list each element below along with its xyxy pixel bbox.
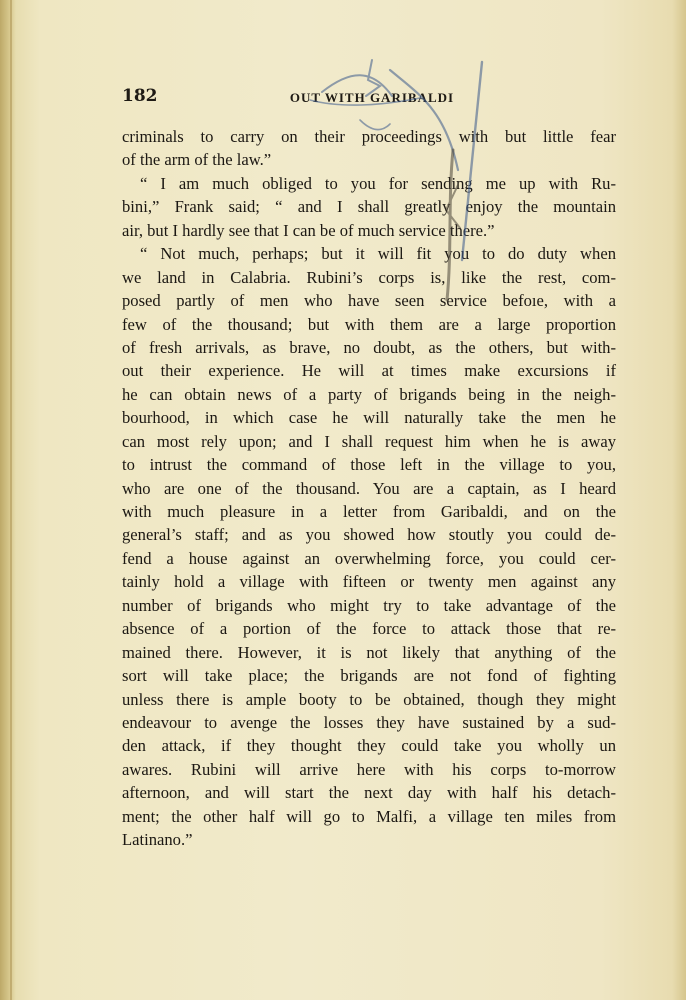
text-line: sort will take place; the brigands are not fond of fighting <box>122 666 616 686</box>
text-line: mained there. However, it is not likely that anything of the <box>122 642 616 662</box>
text-line: who are one of the thousand. You are a captain, as I heard <box>122 478 616 498</box>
text-line: number of brigands who might try to take advantage of the <box>122 595 616 615</box>
text-line: he can obtain news of a party of brigands being in the neigh- <box>122 384 616 404</box>
text-line: Latinano.” <box>122 830 193 850</box>
text-line: afternoon, and will start the next day with half his detach- <box>122 783 616 803</box>
text-line: of fresh arrivals, as brave, no doubt, as the others, but with- <box>122 337 616 357</box>
text-line: unless there is ample booty to be obtained, though they might <box>122 689 616 709</box>
text-line: ment; the other half will go to Malfi, a village ten miles from <box>122 806 616 826</box>
text-line: endeavour to avenge the losses they have sustained by a sud- <box>122 712 616 732</box>
text-line: den attack, if they thought they could take you wholly un <box>122 736 616 756</box>
text-line: “ I am much obliged to you for sending me up with Ru- <box>140 173 616 193</box>
page-number: 182 <box>122 86 158 106</box>
text-line: of the arm of the law.” <box>122 150 272 170</box>
text-line: air, but I hardly see that I can be of much service there.” <box>122 220 495 240</box>
text-line: general’s staff; and as you showed how stoutly you could de- <box>122 525 616 545</box>
text-line: criminals to carry on their proceedings with but little fear <box>122 127 616 146</box>
page-header <box>122 86 618 110</box>
text-line: out their experience. He will at times make excursions if <box>122 361 616 381</box>
text-line: awares. Rubini will arrive here with his corps to-morrow <box>122 759 616 779</box>
text-line: bourhood, in which case he will naturally take the men he <box>122 408 616 428</box>
text-line: absence of a portion of the force to attack those that re- <box>122 619 616 639</box>
text-line: with much pleasure in a letter from Garibaldi, and on the <box>122 502 616 521</box>
text-line: bini,” Frank said; “ and I shall greatly enjoy the mountain <box>122 197 616 217</box>
text-line: can most rely upon; and I shall request him when he is away <box>122 431 616 451</box>
gutter-edge <box>10 0 12 1000</box>
text-line: few of the thousand; but with them are a large proportion <box>122 314 616 334</box>
text-line: to intrust the command of those left in the village to you, <box>122 455 616 475</box>
page-gutter <box>0 0 16 1000</box>
text-line: we land in Calabria. Rubini’s corps is, like the rest, com- <box>122 267 616 287</box>
text-line: posed partly of men who have seen service befoıe, with a <box>122 291 616 311</box>
text-line: tainly hold a village with fifteen or twenty men against any <box>122 572 616 592</box>
running-title: OUT WITH GARIBALDI <box>289 90 455 105</box>
text-line: fend a house against an overwhelming force, you could cer- <box>122 548 616 568</box>
text-line: “ Not much, perhaps; but it will fit you to do duty when <box>140 244 616 264</box>
body-text <box>122 125 616 852</box>
